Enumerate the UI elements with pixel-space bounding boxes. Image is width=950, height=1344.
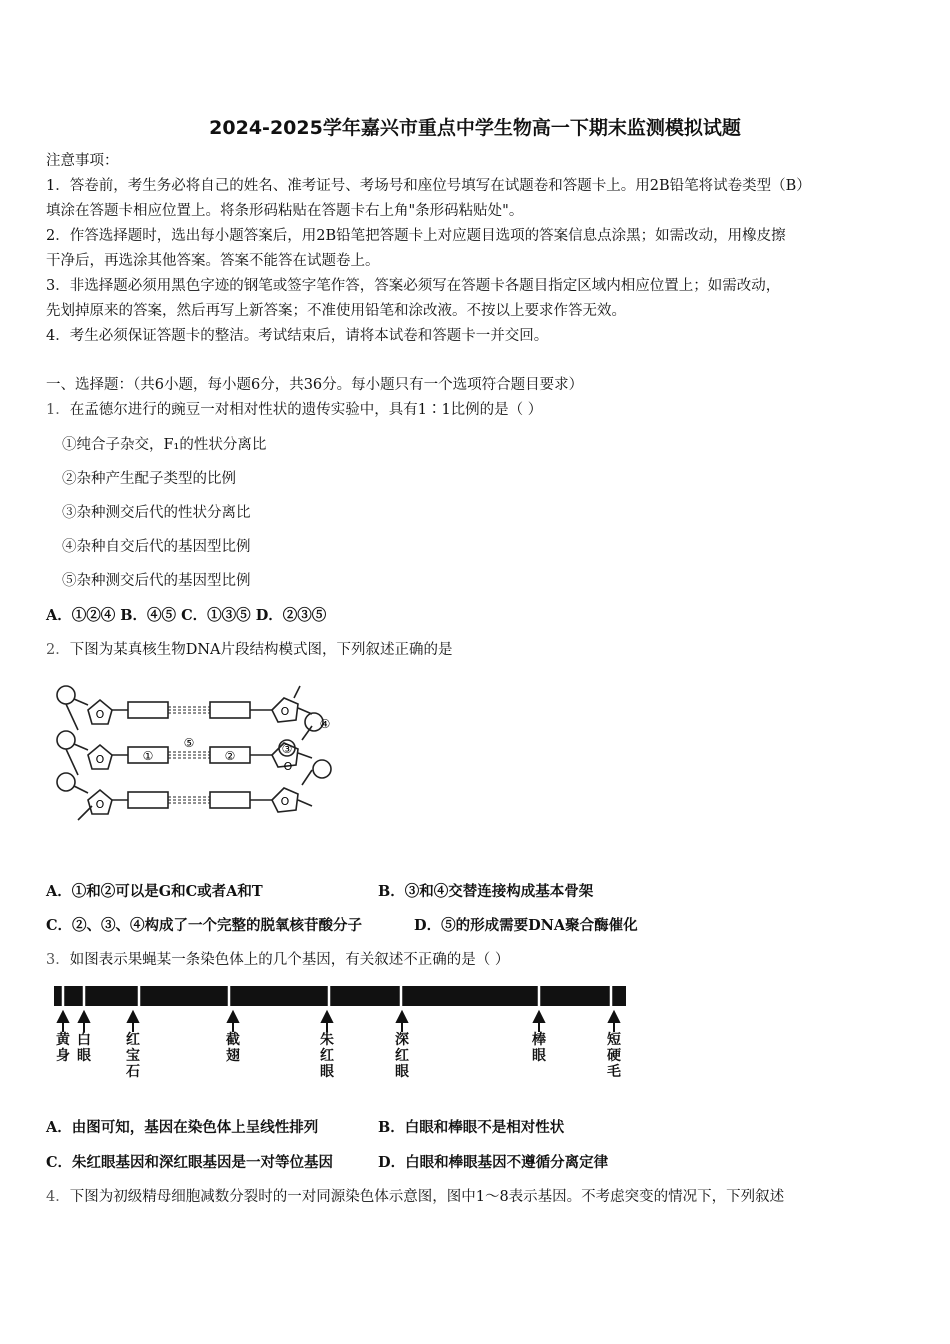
gene-label-short-bristle: 短硬毛 <box>607 1032 621 1080</box>
question-number: 3． <box>46 952 70 968</box>
gene-label-white-eye: 白眼 <box>77 1032 91 1064</box>
q3-choice-a: A．由图可知，基因在染色体上呈线性排列 <box>46 1119 319 1136</box>
question-stem: 下图为初级精母细胞减数分裂时的一对同源染色体示意图，图中1～8表示基因。不考虑突变的情况下，下列叙述 <box>69 1189 785 1205</box>
oxygen-label: O <box>95 708 105 721</box>
q1-item: ⑤杂种测交后代的基因型比例 <box>62 573 251 589</box>
notice-line: 干净后，再选涂其他答案。答案不能答在试题卷上。 <box>46 253 380 269</box>
base-rect <box>128 792 168 808</box>
notice-line: 先划掉原来的答案，然后再写上新答案；不准使用铅笔和涂改液。不按以上要求作答无效。 <box>46 303 626 319</box>
oxygen-label: O <box>95 753 105 766</box>
label-4: ④ <box>319 717 331 731</box>
q1-item: ④杂种自交后代的基因型比例 <box>62 539 251 555</box>
phosphate-circle <box>57 731 75 749</box>
notice-line: 填涂在答题卡相应位置上。将条形码粘贴在答题卡右上角"条形码粘贴处"。 <box>46 203 524 219</box>
q1-choices: A．①②④ B．④⑤ C．①③⑤ D．②③⑤ <box>46 607 327 624</box>
question-stem: 如图表示果蝇某一条染色体上的几个基因，有关叙述不正确的是（ ） <box>69 952 510 968</box>
q2-choice-a: A．①和②可以是G和C或者A和T <box>46 883 263 900</box>
gene-label-ruby: 红宝石 <box>126 1032 140 1080</box>
section-heading: 一、选择题：（共6小题，每小题6分，共36分。每小题只有一个选项符合题目要求） <box>46 377 584 393</box>
page-title: 2024-2025学年嘉兴市重点中学生物高一下期末监测模拟试题 <box>209 117 741 139</box>
q2-choice-d: D．⑤的形成需要DNA聚合酶催化 <box>414 917 638 934</box>
question-number: 4． <box>46 1189 70 1205</box>
question-4 <box>46 1187 784 1207</box>
phosphate-circle <box>313 760 331 778</box>
chromosome-gene-figure <box>50 984 630 1084</box>
notice-line: 3．非选择题必须用黑色字迹的钢笔或签字笔作答，答案必须写在答题卡各题目指定区域内相应位置上；如需改动， <box>46 278 781 294</box>
dna-structure-figure <box>50 678 350 828</box>
question-2 <box>46 640 453 660</box>
q2-choice-c: C．②、③、④构成了一个完整的脱氧核苷酸分子 <box>46 917 363 934</box>
oxygen-label: O <box>95 798 105 811</box>
gene-label-yellow-body: 黄身 <box>56 1032 70 1064</box>
question-stem: 在孟德尔进行的豌豆一对相对性状的遗传实验中，具有1∶1比例的是（ ） <box>69 402 543 418</box>
notice-line: 1．答卷前，考生务必将自己的姓名、准考证号、考场号和座位号填写在试题卷和答题卡上。用2B铅笔将试卷类型（B） <box>46 178 811 194</box>
base-rect <box>210 702 250 718</box>
q1-item: ①纯合子杂交，F₁的性状分离比 <box>62 437 267 453</box>
base-rect <box>128 702 168 718</box>
q3-choice-d: D．白眼和棒眼基因不遵循分离定律 <box>378 1154 609 1171</box>
oxygen-label: O <box>280 705 290 718</box>
gene-label-bar-eye: 棒眼 <box>532 1032 546 1064</box>
question-number: 2． <box>46 642 70 658</box>
question-1 <box>46 400 542 420</box>
oxygen-label: O <box>280 795 290 808</box>
gene-label-vermilion-eye: 朱红眼 <box>320 1032 334 1080</box>
question-stem: 下图为某真核生物DNA片段结构模式图，下列叙述正确的是 <box>69 642 453 658</box>
q3-choice-c: C．朱红眼基因和深红眼基因是一对等位基因 <box>46 1154 334 1171</box>
notice-heading: 注意事项： <box>46 153 119 169</box>
question-3 <box>46 950 509 970</box>
label-1: ① <box>142 749 154 763</box>
label-5: ⑤ <box>183 736 195 750</box>
phosphate-circle <box>57 773 75 791</box>
q2-choice-b: B．③和④交替连接构成基本骨架 <box>378 883 594 900</box>
notice-line: 2．作答选择题时，选出每小题答案后，用2B铅笔把答题卡上对应题目选项的答案信息点涂黑；如需改动，用橡皮擦 <box>46 228 786 244</box>
notice-line: 4．考生必须保证答题卡的整洁。考试结束后，请将本试卷和答题卡一并交回。 <box>46 328 549 344</box>
label-3: ③ <box>281 742 293 756</box>
label-2: ② <box>224 749 236 763</box>
q1-item: ③杂种测交后代的性状分离比 <box>62 505 251 521</box>
gene-label-carmine-eye: 深红眼 <box>395 1032 409 1080</box>
oxygen-label: O <box>283 760 293 773</box>
gene-label-cut-wing: 截翅 <box>226 1032 240 1064</box>
q1-item: ②杂种产生配子类型的比例 <box>62 471 236 487</box>
question-number: 1． <box>46 402 70 418</box>
phosphate-circle <box>57 686 75 704</box>
base-rect <box>210 792 250 808</box>
q3-choice-b: B．白眼和棒眼不是相对性状 <box>378 1119 565 1136</box>
